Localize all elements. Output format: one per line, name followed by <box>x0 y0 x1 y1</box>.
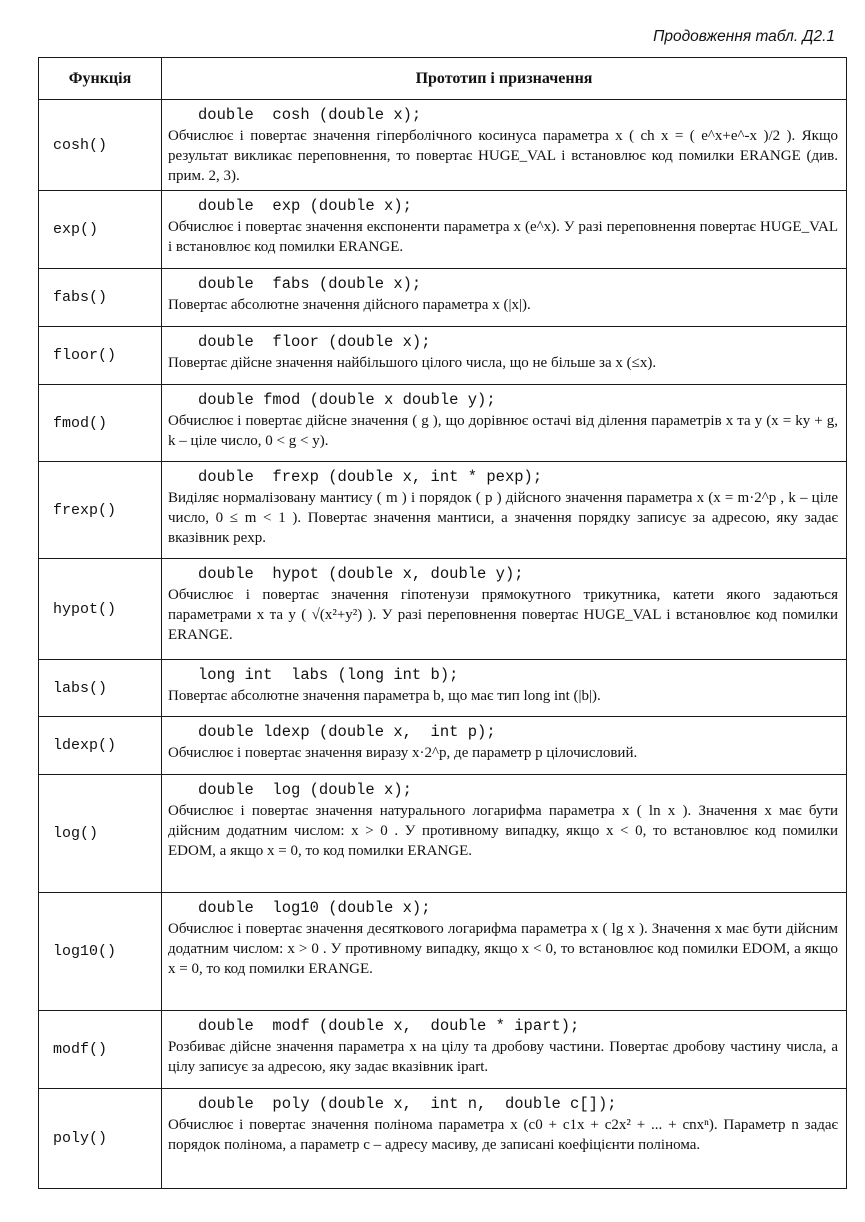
table-caption: Продовження табл. Д2.1 <box>653 28 835 45</box>
function-name: ldexp() <box>39 717 162 775</box>
function-name: hypot() <box>39 559 162 660</box>
table-row <box>39 660 847 717</box>
function-description: Повертає абсолютне значення параметра b, що має тип long int (|b|). <box>168 688 601 704</box>
function-description: Обчислює і повертає значення виразу x·2^p, де параметр p цілочисловий. <box>168 745 638 761</box>
function-description-cell <box>162 775 847 893</box>
function-name: poly() <box>39 1089 162 1189</box>
table-row <box>39 1011 847 1089</box>
table-row <box>39 462 847 559</box>
table-row <box>39 775 847 893</box>
function-name: floor() <box>39 327 162 385</box>
function-description-cell <box>162 660 847 717</box>
function-prototype: double ldexp (double x, int p); <box>198 723 496 741</box>
function-name: log() <box>39 775 162 893</box>
function-description-cell <box>162 100 847 191</box>
table-row <box>39 191 847 269</box>
function-prototype: double modf (double x, double * ipart); <box>198 1017 580 1035</box>
function-description: Обчислює і повертає значення гіпотенузи прямокутного трикутника, катети якого задаються параметрами x та y ( √(x²+y²) ). У разі переповнення повертає HUGE_VAL і встановлює код помилки ERANGE. <box>168 587 838 643</box>
function-prototype: double fabs (double x); <box>198 275 422 293</box>
function-description-cell <box>162 191 847 269</box>
function-description-cell <box>162 385 847 462</box>
function-name: exp() <box>39 191 162 269</box>
table-row <box>39 327 847 385</box>
function-description-cell <box>162 327 847 385</box>
function-prototype: double log10 (double x); <box>198 899 431 917</box>
function-description: Виділяє нормалізовану мантису ( m ) і порядок ( p ) дійсного значення параметра x (x = m·2^p , k – ціле число, 0 ≤ m < 1 ). Повертає значення мантиси, а значення порядку записує за адресою, яку задає вказівник pexp. <box>168 490 838 546</box>
function-name: cosh() <box>39 100 162 191</box>
function-description-cell <box>162 269 847 327</box>
function-description: Повертає дійсне значення найбільшого цілого числа, що не більше за x (≤x). <box>168 355 657 371</box>
function-description: Обчислює і повертає дійсне значення ( g ), що дорівнює остачі від ділення параметрів x та y (x = ky + g, k – ціле число, 0 < g < y). <box>168 413 838 449</box>
table-row <box>39 100 847 191</box>
table-row <box>39 385 847 462</box>
function-prototype: double frexp (double x, int * pexp); <box>198 468 543 486</box>
table-row <box>39 559 847 660</box>
table-row <box>39 269 847 327</box>
function-description: Розбиває дійсне значення параметра x на цілу та дробову частини. Повертає дробову частину числа, а цілу записує за адресою, яку задає вказівник ipart. <box>168 1039 838 1075</box>
function-table <box>38 57 847 1189</box>
function-prototype: double poly (double x, int n, double c[]); <box>198 1095 617 1113</box>
column-header-function: Функція <box>39 58 162 100</box>
function-prototype: double fmod (double x double y); <box>198 391 496 409</box>
function-description-cell <box>162 893 847 1011</box>
function-description: Обчислює і повертає значення десяткового логарифма параметра x ( lg x ). Значення x має бути дійсним додатним числом: x > 0 . У противному випадку, якщо x < 0, то встановлює код помилки EDOM, а якщо x = 0, то код помилки ERANGE. <box>168 921 838 977</box>
function-description: Обчислює і повертає значення гіперболічного косинуса параметра x ( ch x = ( e^x+e^-x )/2 ). Якщо результат викликає переповнення, то повертає HUGE_VAL і встановлює код помилки ERANGE (див. прим. 2, 3). <box>168 128 838 184</box>
table-row <box>39 893 847 1011</box>
function-prototype: long int labs (long int b); <box>198 666 459 684</box>
function-description-cell <box>162 717 847 775</box>
function-name: frexp() <box>39 462 162 559</box>
function-name: labs() <box>39 660 162 717</box>
function-prototype: double hypot (double x, double y); <box>198 565 524 583</box>
table-header-row <box>39 58 847 100</box>
function-name: log10() <box>39 893 162 1011</box>
table-row <box>39 717 847 775</box>
function-description: Обчислює і повертає значення натурального логарифма параметра x ( ln x ). Значення x має бути дійсним додатним числом: x > 0 . У противному випадку, якщо x < 0, то встановлює код помилки EDOM, а якщо x = 0, то код помилки ERANGE. <box>168 803 838 859</box>
function-prototype: double cosh (double x); <box>198 106 422 124</box>
function-description: Обчислює і повертає значення експоненти параметра x (e^x). У разі переповнення повертає HUGE_VAL і встановлює код помилки ERANGE. <box>168 219 838 255</box>
column-header-prototype: Прототип і призначення <box>162 58 847 100</box>
function-description: Повертає абсолютне значення дійсного параметра x (|x|). <box>168 297 531 313</box>
function-prototype: double exp (double x); <box>198 197 412 215</box>
function-prototype: double log (double x); <box>198 781 412 799</box>
function-name: fmod() <box>39 385 162 462</box>
function-name: modf() <box>39 1011 162 1089</box>
function-name: fabs() <box>39 269 162 327</box>
function-prototype: double floor (double x); <box>198 333 431 351</box>
function-description-cell <box>162 1089 847 1189</box>
function-description-cell <box>162 462 847 559</box>
function-description-cell <box>162 1011 847 1089</box>
function-description: Обчислює і повертає значення полінома параметра x (c0 + c1x + c2x² + ... + cnxⁿ). Параметр n задає порядок полінома, а параметр c – адресу масиву, де записані коефіцієнти полінома. <box>168 1117 838 1153</box>
function-description-cell <box>162 559 847 660</box>
table-row <box>39 1089 847 1189</box>
